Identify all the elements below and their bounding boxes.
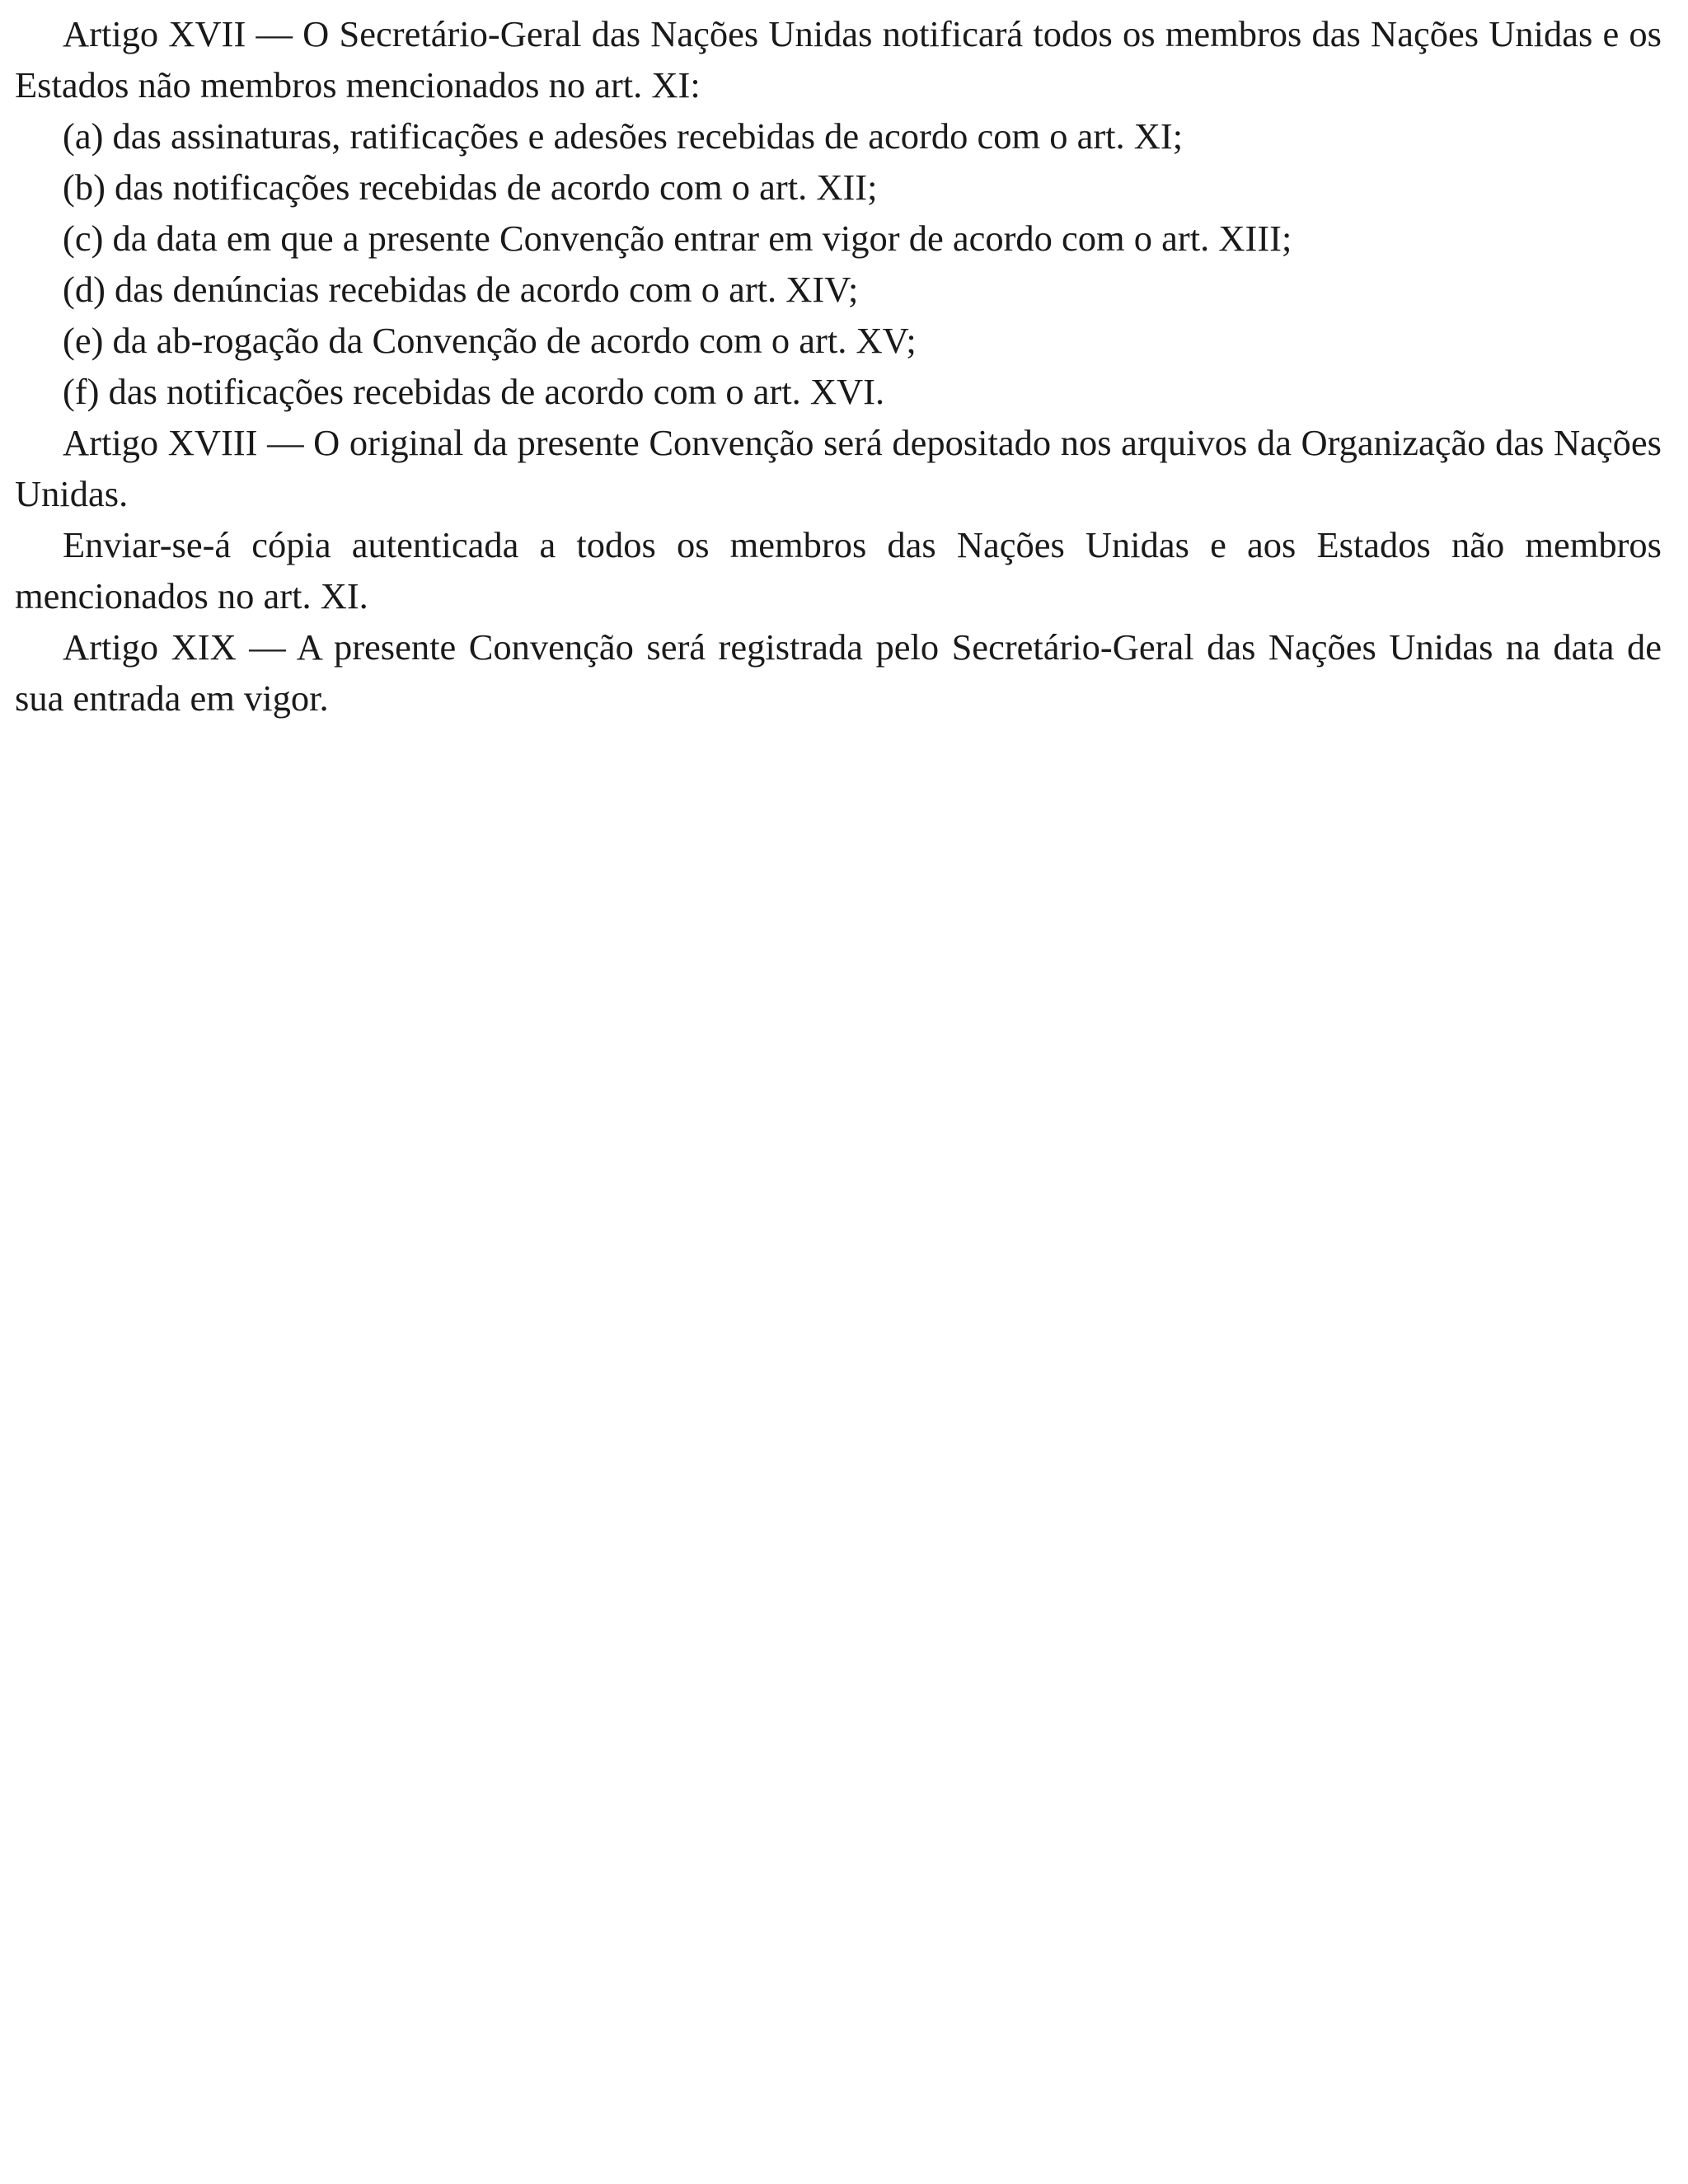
article-17-item-b: (b) das notificações recebidas de acordo com o art. XII;	[63, 166, 878, 208]
article-17-item-f: (f) das notificações recebidas de acordo com o art. XVI.	[63, 371, 885, 412]
article-17-item-e: (e) da ab-rogação da Convenção de acordo com o art. XV;	[63, 320, 917, 361]
article-17-intro: Artigo XVII — O Secretário-Geral das Nações Unidas notificará todos os membros das Nações Unidas e os Estados não membros mencionados no art. XI:	[15, 13, 1662, 105]
article-17-item-d: (d) das denúncias recebidas de acordo com o art. XIV;	[63, 269, 859, 310]
article-17-item-c: (c) da data em que a presente Convenção entrar em vigor de acordo com o art. XIII;	[63, 218, 1292, 259]
article-18-paragraph: Artigo XVIII — O original da presente Convenção será depositado nos arquivos da Organização das Nações Unidas.	[15, 422, 1662, 514]
article-17-item-a: (a) das assinaturas, ratificações e adesões recebidas de acordo com o art. XI;	[63, 115, 1184, 157]
article-19-paragraph: Artigo XIX — A presente Convenção será registrada pelo Secretário-Geral das Nações Unidas na data de sua entrada em vigor.	[15, 626, 1662, 719]
article-18-copy-paragraph: Enviar-se-á cópia autenticada a todos os membros das Nações Unidas e aos Estados não membros mencionados no art. XI.	[15, 524, 1662, 616]
document-page	[15, 8, 1662, 724]
